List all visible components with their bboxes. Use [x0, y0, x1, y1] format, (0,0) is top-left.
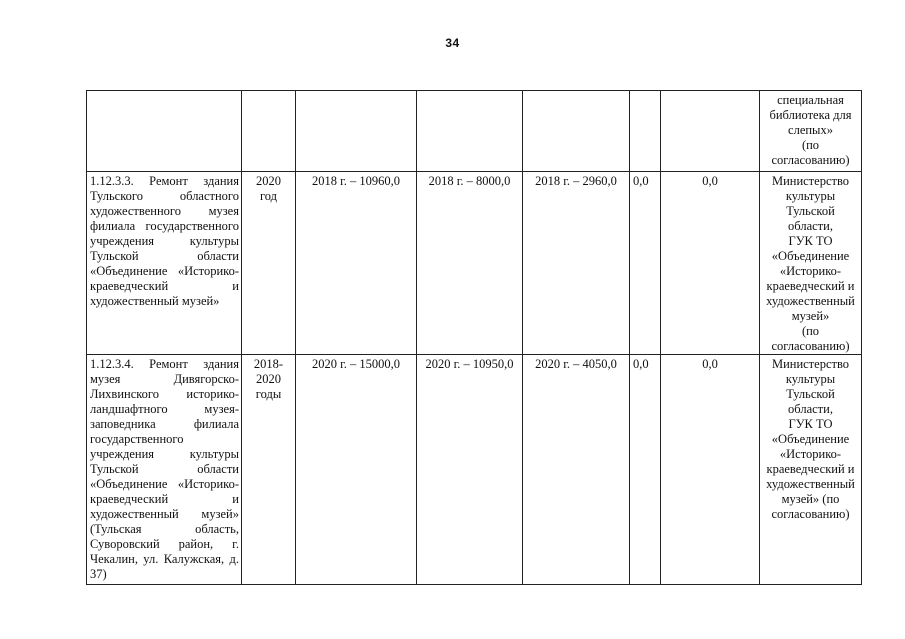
- measures-table: [86, 90, 862, 585]
- table-cell-responsible: специальная библиотека для слепых» (по согласованию): [760, 91, 862, 172]
- table-cell-municipal: [630, 91, 661, 172]
- table-cell-period: 2018- 2020 годы: [242, 355, 296, 585]
- table-cell-federal: 2020 г. – 4050,0: [523, 355, 630, 585]
- table-cell-extra: 0,0: [661, 172, 760, 355]
- table-cell-total: 2018 г. – 10960,0: [296, 172, 417, 355]
- table-cell-municipal: 0,0: [630, 172, 661, 355]
- table-cell-extra: 0,0: [661, 355, 760, 585]
- table-cell-responsible: Министерство культуры Тульской области, ГУК ТО «Объединение «Историко- краеведческий и художественный музей» (по согласованию): [760, 172, 862, 355]
- table-cell-total: 2020 г. – 15000,0: [296, 355, 417, 585]
- table-cell-extra: [661, 91, 760, 172]
- table-cell-municipal: 0,0: [630, 355, 661, 585]
- table-row: [87, 355, 862, 585]
- table-cell-responsible: Министерство культуры Тульской области, ГУК ТО «Объединение «Историко- краеведческий и художественный музей» (по согласованию): [760, 355, 862, 585]
- table-cell-total: [296, 91, 417, 172]
- table-cell-period: [242, 91, 296, 172]
- table-cell-federal: 2018 г. – 2960,0: [523, 172, 630, 355]
- table-cell-regional: [417, 91, 523, 172]
- table-cell-federal: [523, 91, 630, 172]
- table-cell-regional: 2018 г. – 8000,0: [417, 172, 523, 355]
- table-row: [87, 172, 862, 355]
- page-number: 34: [445, 36, 460, 50]
- table-cell-name: [87, 91, 242, 172]
- table-cell-name: 1.12.3.3. Ремонт здания Тульского областного художественного музея филиала государственного учреждения культуры Тульской области «Объединение «Историко-краеведческий и художественный музей»: [87, 172, 242, 355]
- table-cell-period: 2020 год: [242, 172, 296, 355]
- table-cell-regional: 2020 г. – 10950,0: [417, 355, 523, 585]
- table-cell-name: 1.12.3.4. Ремонт здания музея Дивягорско-Лихвинского историко-ландшафтного музея-заповедника филиала государственного учреждения культуры Тульской области «Объединение «Историко-краеведческий и художественный музей» (Тульская область, Суворовский район, г. Чекалин, ул. Калужская, д. 37): [87, 355, 242, 585]
- table-row-continuation: [87, 91, 862, 172]
